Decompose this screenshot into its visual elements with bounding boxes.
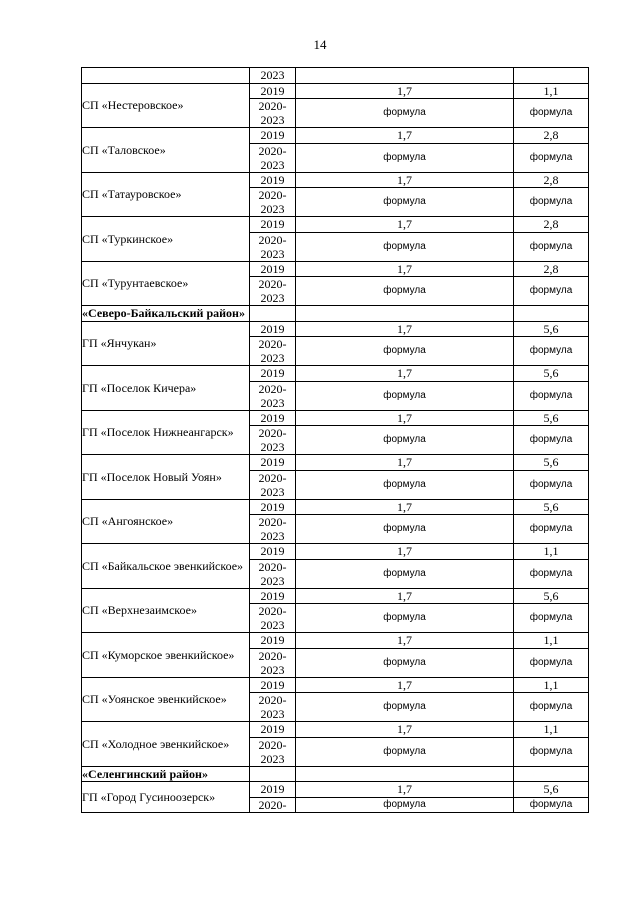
tariff-value-1: 1,7 [296, 366, 514, 382]
formula-cell-1: формула [296, 470, 514, 499]
formula-cell-1: формула [296, 143, 514, 172]
formula-cell-1: формула [296, 648, 514, 677]
tariff-value-1: 1,7 [296, 544, 514, 560]
table-row [82, 83, 589, 99]
year-cell: 2019 [250, 633, 296, 649]
value-cell [296, 306, 514, 322]
year-range-start: 2020- [258, 515, 287, 529]
formula-cell-1: формула [296, 426, 514, 455]
formula-cell-2: формула [514, 277, 589, 306]
tariff-value-1: 1,7 [296, 633, 514, 649]
tariff-value-2: 5,6 [514, 588, 589, 604]
year-cell: 2019 [250, 172, 296, 188]
formula-cell-2: формула [514, 143, 589, 172]
settlement-name: ГП «Поселок Кичера» [82, 366, 250, 411]
tariff-value-2: 5,6 [514, 321, 589, 337]
settlement-name: СП «Верхнезаимское» [82, 588, 250, 633]
formula-cell-2: формула [514, 99, 589, 128]
year-range-end: 2023 [260, 573, 285, 588]
year-cell: 2019 [250, 455, 296, 471]
year-cell [250, 766, 296, 782]
year-cell: 2019 [250, 677, 296, 693]
formula-cell-1: формула [296, 277, 514, 306]
formula-cell-2: формула [514, 515, 589, 544]
table-row [82, 366, 589, 382]
settlement-name: СП «Туркинское» [82, 217, 250, 262]
settlement-name: СП «Татауровское» [82, 172, 250, 217]
settlement-name: СП «Куморское эвенкийское» [82, 633, 250, 678]
settlement-name: ГП «Янчукан» [82, 321, 250, 366]
year-range-end: 2023 [260, 529, 285, 543]
name-cell [82, 68, 250, 84]
tariff-value-1: 1,7 [296, 455, 514, 471]
formula-cell-2: формула [514, 648, 589, 677]
year-range-start: 2020- [258, 737, 287, 752]
year-range-end: 2023 [260, 351, 285, 365]
tariff-value-1: 1,7 [296, 499, 514, 515]
table-row [82, 68, 589, 84]
year-cell: 2019 [250, 83, 296, 99]
region-row [82, 306, 589, 322]
tariff-value-2: 5,6 [514, 782, 589, 798]
table-row [82, 544, 589, 560]
tariff-value-2: 5,6 [514, 455, 589, 471]
region-name: «Селенгинский район» [82, 766, 250, 782]
formula-cell-1: формула [296, 559, 514, 588]
formula-cell-2: формула [514, 426, 589, 455]
year-range-start: 2020- [258, 648, 287, 663]
formula-cell-1: формула [296, 232, 514, 261]
tariff-value-2: 1,1 [514, 544, 589, 560]
tariff-value-1: 1,7 [296, 410, 514, 426]
year-range-start: 2020- [258, 797, 287, 812]
year-range-start: 2020- [258, 559, 287, 574]
year-range-cell [250, 99, 296, 128]
tariff-table [81, 67, 589, 813]
year-cell [250, 306, 296, 322]
formula-cell-2: формула [514, 381, 589, 410]
year-range-end: 2023 [260, 751, 285, 766]
table-row [82, 499, 589, 515]
table-row [82, 588, 589, 604]
year-cell: 2019 [250, 217, 296, 233]
settlement-name: ГП «Поселок Новый Уоян» [82, 455, 250, 500]
formula-cell-2: формула [514, 188, 589, 217]
value-cell [514, 68, 589, 84]
settlement-name: СП «Байкальское эвенкийское» [82, 544, 250, 589]
formula-cell-1: формула [296, 515, 514, 544]
year-range-cell [250, 143, 296, 172]
settlement-name: СП «Турунтаевское» [82, 261, 250, 306]
tariff-value-1: 1,7 [296, 128, 514, 144]
year-range-end: 2023 [260, 440, 285, 454]
region-name: «Северо-Байкальский район» [82, 306, 250, 322]
value-cell [296, 68, 514, 84]
tariff-value-2: 1,1 [514, 83, 589, 99]
tariff-table-body [82, 68, 589, 813]
tariff-value-2: 1,1 [514, 677, 589, 693]
formula-cell-1: формула [296, 381, 514, 410]
value-cell [296, 766, 514, 782]
tariff-value-2: 2,8 [514, 172, 589, 188]
year-range-start: 2020- [258, 426, 287, 440]
table-row [82, 261, 589, 277]
year-cell: 2019 [250, 410, 296, 426]
year-range-cell [250, 426, 296, 455]
page-number: 14 [313, 37, 327, 52]
year-range-start: 2020- [258, 337, 287, 351]
year-range-start: 2020- [258, 470, 287, 485]
year-range-cell [250, 559, 296, 588]
tariff-value-2: 1,1 [514, 633, 589, 649]
year-cell: 2019 [250, 128, 296, 144]
table-row [82, 410, 589, 426]
formula-cell-2: формула [514, 797, 589, 813]
year-range-start: 2020- [258, 277, 287, 291]
year-range-end: 2023 [260, 202, 285, 216]
year-cell: 2023 [250, 68, 296, 84]
year-cell: 2019 [250, 782, 296, 798]
year-cell: 2019 [250, 366, 296, 382]
formula-cell-1: формула [296, 797, 514, 813]
year-cell: 2019 [250, 321, 296, 337]
year-range-cell [250, 604, 296, 633]
settlement-name: СП «Нестеровское» [82, 83, 250, 128]
year-range-cell [250, 797, 296, 813]
formula-cell-2: формула [514, 232, 589, 261]
value-cell [514, 766, 589, 782]
year-range-start: 2020- [258, 693, 287, 707]
year-range-end: 2023 [260, 246, 285, 261]
tariff-value-1: 1,7 [296, 677, 514, 693]
tariff-value-1: 1,7 [296, 782, 514, 798]
tariff-value-2: 5,6 [514, 366, 589, 382]
table-row [82, 128, 589, 144]
tariff-value-2: 2,8 [514, 217, 589, 233]
tariff-value-2: 5,6 [514, 410, 589, 426]
tariff-value-1: 1,7 [296, 172, 514, 188]
settlement-name: ГП «Город Гусиноозерск» [82, 782, 250, 813]
year-range-cell [250, 470, 296, 499]
year-range-end: 2023 [260, 662, 285, 677]
table-row [82, 782, 589, 798]
formula-cell-1: формула [296, 693, 514, 722]
formula-cell-1: формула [296, 737, 514, 766]
table-row [82, 321, 589, 337]
year-range-start: 2020- [258, 99, 287, 113]
table-row [82, 633, 589, 649]
year-cell: 2019 [250, 588, 296, 604]
year-cell: 2019 [250, 722, 296, 738]
year-range-cell [250, 515, 296, 544]
year-range-end: 2023 [260, 618, 285, 632]
formula-cell-1: формула [296, 99, 514, 128]
tariff-value-1: 1,7 [296, 722, 514, 738]
tariff-value-2: 5,6 [514, 499, 589, 515]
tariff-value-1: 1,7 [296, 321, 514, 337]
year-range-start: 2020- [258, 381, 287, 396]
formula-cell-1: формула [296, 337, 514, 366]
year-range-start: 2020- [258, 232, 287, 247]
formula-cell-2: формула [514, 337, 589, 366]
settlement-name: СП «Уоянское эвенкийское» [82, 677, 250, 722]
formula-cell-2: формула [514, 737, 589, 766]
formula-cell-1: формула [296, 188, 514, 217]
table-row [82, 677, 589, 693]
year-range-end: 2023 [260, 484, 285, 499]
year-range-start: 2020- [258, 604, 287, 618]
tariff-value-1: 1,7 [296, 83, 514, 99]
year-range-start: 2020- [258, 143, 287, 158]
year-range-end: 2023 [260, 291, 285, 305]
table-row [82, 217, 589, 233]
year-range-end: 2023 [260, 707, 285, 721]
settlement-name: ГП «Поселок Нижнеангарск» [82, 410, 250, 455]
year-range-cell [250, 648, 296, 677]
year-range-cell [250, 693, 296, 722]
year-range-start: 2020- [258, 188, 287, 202]
formula-cell-1: формула [296, 604, 514, 633]
table-row [82, 722, 589, 738]
formula-cell-2: формула [514, 470, 589, 499]
value-cell [514, 306, 589, 322]
year-cell: 2019 [250, 261, 296, 277]
year-range-end: 2023 [260, 157, 285, 172]
tariff-value-2: 2,8 [514, 128, 589, 144]
settlement-name: СП «Ангоянское» [82, 499, 250, 544]
year-range-cell [250, 381, 296, 410]
year-range-end: 2023 [260, 113, 285, 127]
tariff-value-1: 1,7 [296, 261, 514, 277]
tariff-value-2: 2,8 [514, 261, 589, 277]
region-row [82, 766, 589, 782]
formula-cell-2: формула [514, 559, 589, 588]
year-cell: 2019 [250, 544, 296, 560]
formula-cell-2: формула [514, 604, 589, 633]
tariff-value-2: 1,1 [514, 722, 589, 738]
year-cell: 2019 [250, 499, 296, 515]
year-range-end: 2023 [260, 395, 285, 410]
year-range-cell [250, 337, 296, 366]
tariff-value-1: 1,7 [296, 588, 514, 604]
tariff-value-1: 1,7 [296, 217, 514, 233]
settlement-name: СП «Таловское» [82, 128, 250, 173]
year-range-cell [250, 188, 296, 217]
formula-cell-2: формула [514, 693, 589, 722]
year-range-cell [250, 277, 296, 306]
year-range-cell [250, 737, 296, 766]
table-row [82, 172, 589, 188]
table-row [82, 455, 589, 471]
settlement-name: СП «Холодное эвенкийское» [82, 722, 250, 767]
year-range-cell [250, 232, 296, 261]
